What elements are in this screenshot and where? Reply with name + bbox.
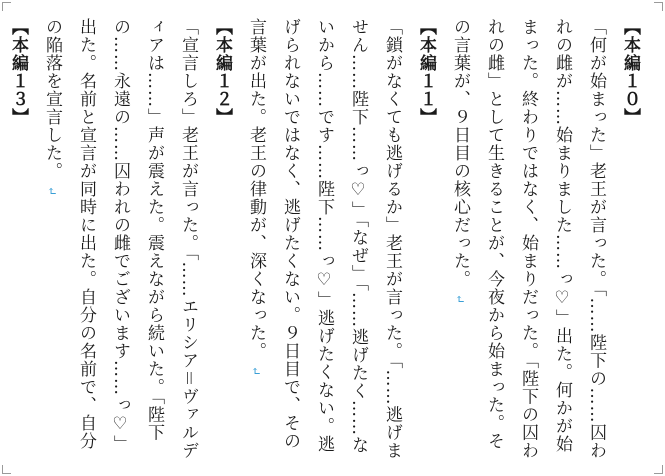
section-heading: 【本編１０】 (620, 18, 640, 126)
crop-mark-top-left (2, 2, 11, 11)
paragraph (0, 18, 1, 462)
paragraph-text: 「宣言しろ」老王が言った。「……エリシア＝ヴァルディアは……」声が震えた。震えながら続いた。「陛下の……永遠の……囚われの雌でございます……っ♡」出た。名前と宣言が同時に出た。自分の名前で、自分の陥落を宣言した。 (42, 18, 198, 460)
paragraph-text: 「何が始まった」老王が言った。「……陛下の……囚われの雌が……始まりました……っ♡」出た。何かが始まった。終わりではなく、始まりだった。「陛下の囚われの雌」として生きることが、今夜から始まった。その言葉が、９日目の核心だった。 (450, 18, 606, 460)
paragraph-text: 「鎖がなくても逃げるか」老王が言った。「……逃げません……陛下……っ♡」「なぜ」「……逃げたく……ないから……です……陛下……っ♡」逃げたくない。逃げられないではなく、逃げたくない。９日目で、その言葉が出た。老王の律動が、深くなった。 (246, 18, 402, 460)
section-heading: 【本編１３】 (8, 18, 28, 126)
crop-mark-bottom-left (2, 465, 11, 474)
crop-mark-top-right (654, 2, 663, 11)
paragraph (35, 18, 205, 462)
paragraph-return-icon: ↵ (249, 366, 263, 378)
paragraph-return-icon: ↵ (45, 186, 59, 198)
section-heading: 【本編１１】 (416, 18, 436, 126)
paragraph (443, 18, 613, 462)
paragraph-return-icon: ↵ (453, 294, 467, 306)
paragraph (239, 18, 409, 462)
vertical-text-area[interactable] (8, 18, 647, 462)
section-heading: 【本編１２】 (212, 18, 232, 126)
crop-mark-bottom-right (654, 465, 663, 474)
